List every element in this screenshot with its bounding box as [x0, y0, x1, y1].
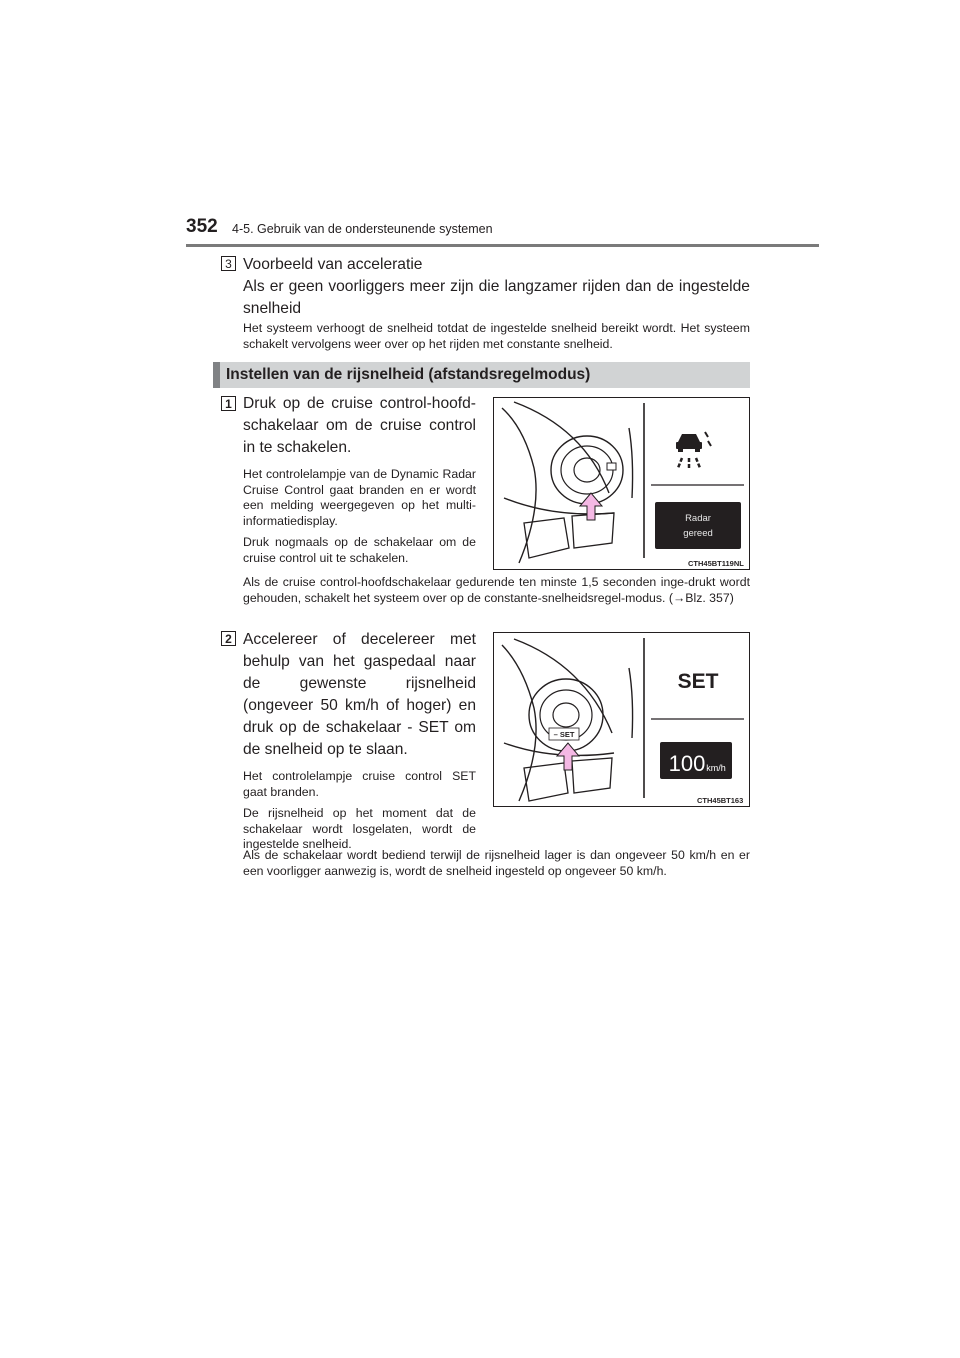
set-indicator-text: SET [677, 670, 719, 693]
display-radar-text: Radar [685, 513, 711, 524]
step-2-instruction: Accelereer of decelereer met behulp van het gaspedaal naar de gewenste rijsnelheid (ongeveer 50 km/h of hoger) en druk op de schakelaar - SET om de snelheid op te slaan. [243, 631, 476, 758]
press-arrow-1 [580, 493, 602, 520]
radar-cruise-icon [676, 432, 711, 468]
example-note: Het systeem verhoogt de snelheid totdat de ingestelde snelheid bereikt wordt. Het systeem schakelt vervolgens weer over op het rijden met constante snelheid. [243, 321, 750, 351]
figure-2 [493, 632, 750, 807]
step-1-note-2: Druk nogmaals op de schakelaar om de cruise control uit te schakelen. [243, 535, 476, 565]
step-1-wide-note: Als de cruise control-hoofdschakelaar gedurende ten minste 1,5 seconden inge-drukt wordt gehouden, schakelt het systeem over op de constante-snelheidsregel-modus. (→Blz. 357) [243, 575, 750, 605]
step-1-instruction: Druk op de cruise control-hoofd-schakelaar om de cruise control in te schakelen. [243, 395, 476, 456]
step-2-number-box: 2 [221, 631, 236, 646]
step-2-note-2: De rijsnelheid op het moment dat de schakelaar wordt losgelaten, wordt de ingestelde snelheid. [243, 806, 476, 851]
step-2-note-1: Het controlelampje cruise control SET gaat branden. [243, 769, 476, 799]
speed-unit: km/h [706, 763, 726, 773]
figure-1-code: CTH45BT119NL [688, 559, 744, 568]
step-2-text [243, 629, 476, 853]
section-heading-text: Instellen van de rijsnelheid (afstandsregelmodus) [226, 366, 591, 383]
display-ready-text: gereed [683, 528, 713, 539]
header-rule [186, 244, 819, 247]
section-title: 4-5. Gebruik van de ondersteunende systemen [232, 222, 493, 236]
page-number: 352 [186, 216, 218, 237]
step-1-text [243, 393, 476, 566]
section-heading [213, 362, 750, 388]
press-arrow-2 [557, 743, 579, 770]
set-switch-label: – SET [553, 730, 575, 739]
step-1-note-1: Het controlelampje van de Dynamic Radar Cruise Control gaat branden en er wordt een melding weergegeven op het multi-informatiedisplay. [243, 467, 476, 528]
figure-2-code: CTH45BT163 [697, 796, 744, 805]
step-2-wide-note: Als de schakelaar wordt bediend terwijl de rijsnelheid lager is dan ongeveer 50 km/h en er een voorligger aanwezig is, wordt de snelheid ingesteld op ongeveer 50 km/h. [243, 848, 750, 878]
figure-1 [493, 397, 750, 570]
speed-value: 100 [668, 751, 706, 776]
example-block [243, 254, 750, 320]
step-1-number-box: 1 [221, 396, 236, 411]
steering-switch-illustration-2 [494, 633, 749, 806]
example-title: Voorbeeld van acceleratie [243, 256, 423, 273]
example-condition: Als er geen voorliggers meer zijn die langzamer rijden dan de ingestelde snelheid [243, 278, 750, 317]
heading-accent [213, 362, 220, 388]
example-number-box: 3 [221, 256, 236, 271]
steering-switch-illustration-1 [494, 398, 749, 569]
